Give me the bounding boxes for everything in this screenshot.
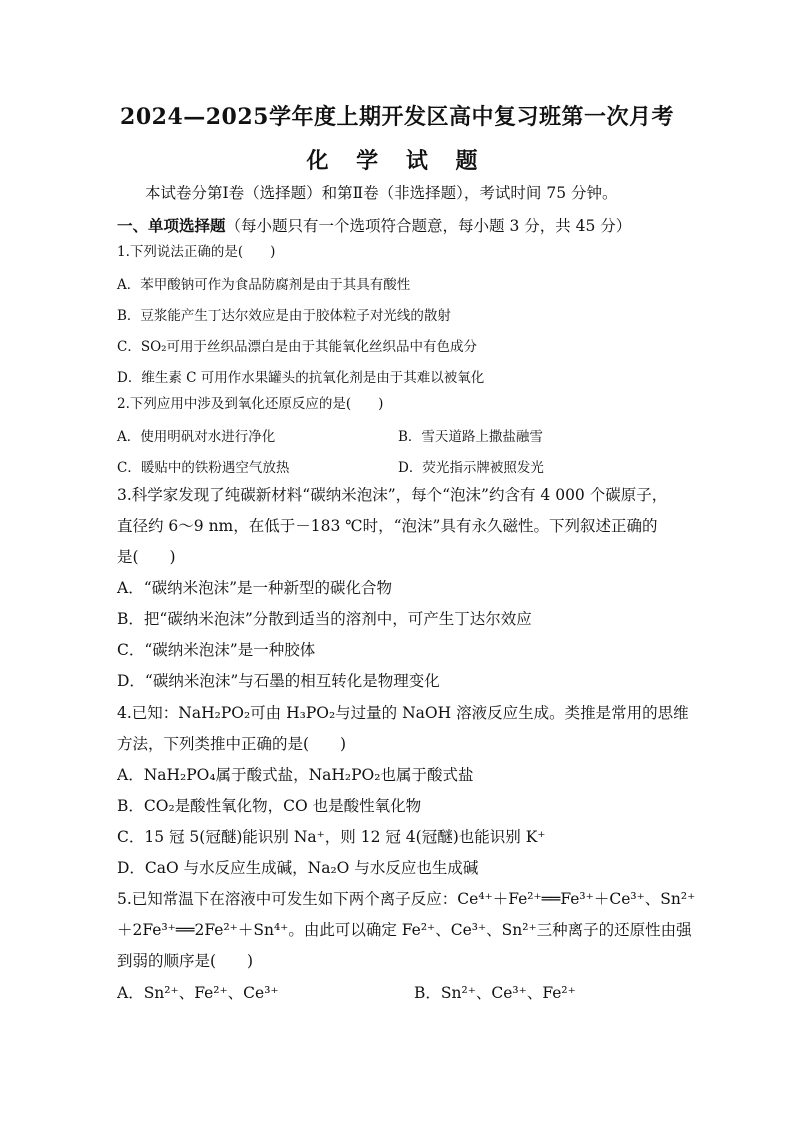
- q1-option-d: D．维生素 C 可用作水果罐头的抗氧化剂是由于其难以被氧化: [117, 370, 485, 386]
- q1-option-b: B．豆浆能产生丁达尔效应是由于胶体粒子对光线的散射: [117, 308, 451, 324]
- q3-option-b: B．把“碳纳米泡沫”分散到适当的溶剂中，可产生丁达尔效应: [117, 610, 532, 628]
- q2-option-c: C．暖贴中的铁粉遇空气放热: [117, 460, 290, 476]
- q2-option-d: D．荧光指示牌被照发光: [398, 460, 544, 476]
- q1-option-c: C．SO₂可用于丝织品漂白是由于其能氧化丝织品中有色成分: [117, 339, 478, 355]
- q3-stem-line2: 直径约 6～9 nm，在低于－183 ℃时，“泡沫”具有永久磁性。下列叙述正确的: [117, 517, 658, 535]
- exam-intro: 本试卷分第Ⅰ卷（选择题）和第Ⅱ卷（非选择题），考试时间 75 分钟。: [145, 184, 618, 202]
- q5-stem-line3: 到弱的顺序是( ): [117, 952, 254, 970]
- section-heading: [117, 218, 631, 235]
- q4-option-c: C．15 冠 5(冠醚)能识别 Na⁺，则 12 冠 4(冠醚)也能识别 K⁺: [117, 828, 546, 846]
- q4-option-d: D．CaO 与水反应生成碱，Na₂O 与水反应也生成碱: [117, 859, 479, 877]
- q3-stem-line1: 3.科学家发现了纯碳新材料“碳纳米泡沫”，每个“泡沫”约含有 4 000 个碳原子，: [117, 486, 668, 504]
- q3-option-c: C．“碳纳米泡沫”是一种胶体: [117, 641, 316, 659]
- q2-stem: 2.下列应用中涉及到氧化还原反应的是( ): [117, 396, 384, 412]
- q3-stem-line3: 是( ): [117, 548, 176, 566]
- q5-option-a: A．Sn²⁺、Fe²⁺、Ce³⁺: [117, 984, 279, 1002]
- q1-option-a: A．苯甲酸钠可作为食品防腐剂是由于其具有酸性: [117, 277, 411, 293]
- q4-stem-line2: 方法，下列类推中正确的是( ): [117, 735, 347, 753]
- q4-option-b: B．CO₂是酸性氧化物，CO 也是酸性氧化物: [117, 797, 422, 815]
- q1-stem: 1.下列说法正确的是( ): [117, 244, 276, 260]
- q3-option-d: D．“碳纳米泡沫”与石墨的相互转化是物理变化: [117, 672, 440, 690]
- section-note: （每小题只有一个选项符合题意，每小题 3 分，共 45 分）: [225, 217, 632, 235]
- q2-option-b: B．雪天道路上撒盐融雪: [398, 429, 543, 445]
- q3-option-a: A．“碳纳米泡沫”是一种新型的碳化合物: [117, 579, 393, 597]
- q5-stem-line2: ＋2Fe³⁺══2Fe²⁺＋Sn⁴⁺。由此可以确定 Fe²⁺、Ce³⁺、Sn²⁺三种离子的还原性由强: [117, 921, 692, 939]
- q2-option-a: A．使用明矾对水进行净化: [117, 429, 276, 445]
- q4-stem-line1: 4.已知：NaH₂PO₂可由 H₃PO₂与过量的 NaOH 溶液反应生成。类推是常用的思维: [117, 704, 689, 722]
- section-title: 一、单项选择题: [117, 216, 226, 235]
- exam-title: 2024—2025学年度上期开发区高中复习班第一次月考: [120, 104, 674, 130]
- q5-stem-line1: 5.已知常温下在溶液中可发生如下两个离子反应：Ce⁴⁺＋Fe²⁺══Fe³⁺＋Ce³⁺、Sn²⁺: [117, 890, 696, 908]
- q5-option-b: B．Sn²⁺、Ce³⁺、Fe²⁺: [414, 984, 576, 1002]
- q4-option-a: A．NaH₂PO₄属于酸式盐，NaH₂PO₂也属于酸式盐: [117, 766, 474, 784]
- subject-title: 化 学 试 题: [306, 148, 488, 174]
